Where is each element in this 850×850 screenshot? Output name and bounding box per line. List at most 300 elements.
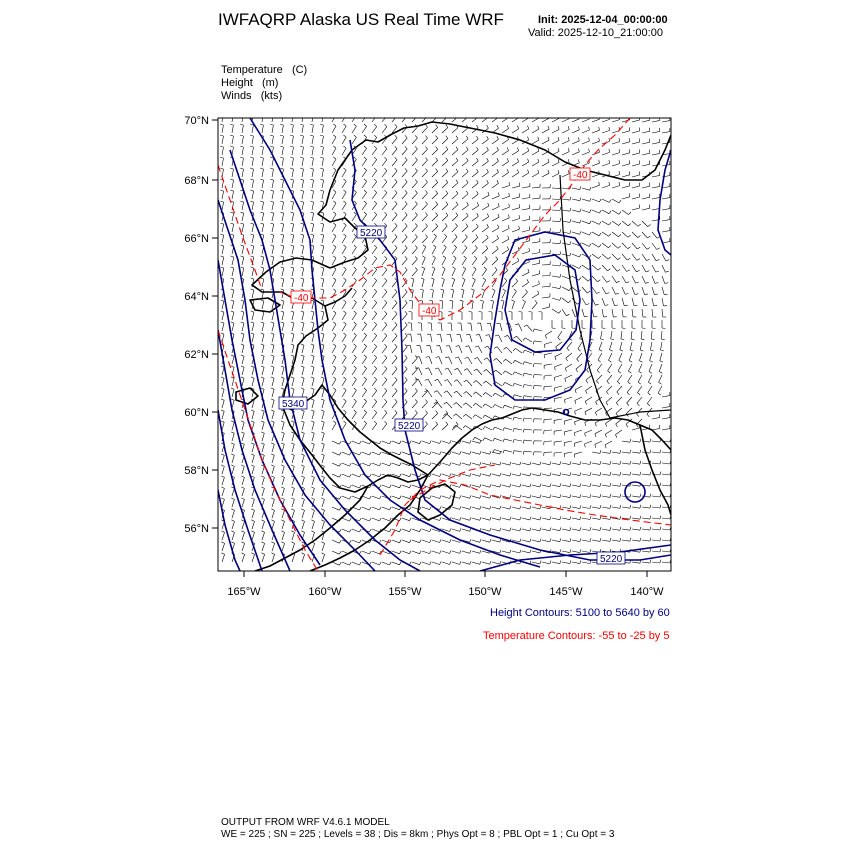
wind-barb <box>402 149 407 155</box>
wind-barb-feather <box>517 159 518 162</box>
wind-barb-feather <box>618 234 621 236</box>
wind-barb <box>372 424 377 430</box>
wind-barb-feather <box>630 450 631 453</box>
wind-barb <box>612 254 618 260</box>
wind-barb-feather <box>426 345 430 346</box>
canada-border <box>560 175 610 418</box>
wind-barb-feather <box>364 311 367 313</box>
wind-barb <box>432 496 440 499</box>
wind-barb-feather <box>528 159 529 162</box>
wind-barb <box>662 551 670 552</box>
wind-barb <box>482 238 488 243</box>
wind-barb-feather <box>488 203 489 206</box>
wind-barb-feather <box>291 454 294 455</box>
wind-barb <box>630 342 632 350</box>
wind-barb <box>282 301 284 309</box>
wind-barb <box>552 232 560 233</box>
wind-barb <box>402 138 407 144</box>
wind-barb-feather <box>560 472 561 475</box>
wind-barb <box>382 281 387 287</box>
wind-barb <box>622 153 630 155</box>
wind-barb-feather <box>640 461 641 464</box>
wind-barb-feather <box>270 168 273 169</box>
wind-barb-feather <box>490 539 491 542</box>
wind-barb-feather <box>496 257 498 260</box>
wind-barb-feather <box>535 300 537 303</box>
wind-barb-feather <box>220 223 223 224</box>
wind-barb <box>282 268 284 276</box>
wind-barb <box>472 540 480 542</box>
wind-barb <box>432 116 438 122</box>
wind-barb <box>522 208 530 210</box>
wind-barb <box>565 375 572 379</box>
wind-barb-feather <box>503 439 504 442</box>
wind-barb <box>632 551 640 552</box>
wind-barb-feather <box>311 498 314 500</box>
wind-barb-feather <box>497 136 499 139</box>
wind-barb-feather <box>446 114 448 117</box>
wind-barb <box>252 191 254 199</box>
wind-barb-feather <box>220 135 223 136</box>
wind-barb <box>439 357 442 364</box>
wind-barb <box>412 138 417 144</box>
wind-barb-feather <box>344 399 347 401</box>
wind-barb-feather <box>527 279 529 282</box>
wind-barb-feather <box>405 267 407 270</box>
wind-barb-feather <box>587 370 589 373</box>
wind-barb-feather <box>395 399 397 402</box>
wind-barb <box>502 239 509 243</box>
wind-barb-feather <box>321 487 324 489</box>
wind-barb-feather <box>369 507 371 510</box>
wind-barb-feather <box>261 234 264 235</box>
wind-barb-feather <box>369 452 371 455</box>
wind-barb <box>362 302 367 309</box>
wind-barb <box>372 281 377 287</box>
wind-barb <box>402 248 407 254</box>
wind-barb-feather <box>436 191 438 194</box>
wind-barb <box>392 303 397 309</box>
wind-barb <box>442 496 450 499</box>
wind-barb <box>392 463 400 466</box>
wind-barb <box>475 437 482 441</box>
wind-barb-feather <box>220 168 223 169</box>
wind-barb-feather <box>650 505 651 508</box>
wind-barb <box>602 185 610 188</box>
wind-barb <box>662 121 670 122</box>
wind-barb-feather <box>405 124 407 127</box>
wind-barb-feather <box>498 203 499 206</box>
wind-barb <box>362 335 367 342</box>
wind-barb <box>442 425 448 431</box>
wind-barb-feather <box>500 561 501 564</box>
wind-barb-feather <box>271 366 274 367</box>
wind-barb-feather <box>436 114 438 117</box>
wind-barb-feather <box>280 190 283 191</box>
wind-barb <box>272 268 274 276</box>
wind-barb <box>452 226 458 232</box>
wind-barb-feather <box>260 212 263 213</box>
wind-barb-feather <box>231 355 234 356</box>
wind-barb <box>262 169 264 177</box>
wind-barb-feather <box>270 201 273 202</box>
wind-barb <box>502 229 509 233</box>
wind-barb-feather <box>463 267 466 269</box>
wind-barb <box>292 345 294 353</box>
wind-barb-feather <box>344 223 347 225</box>
wind-barb-feather <box>620 350 623 351</box>
wind-barb-feather <box>570 472 571 475</box>
wind-barb <box>542 307 550 309</box>
wind-barb <box>362 181 367 188</box>
wind-barb-feather <box>470 462 471 465</box>
wind-barb <box>632 232 638 238</box>
wind-barb <box>222 312 224 320</box>
wind-barb <box>492 463 500 465</box>
wind-barb-feather <box>374 421 377 424</box>
wind-barb <box>392 358 397 364</box>
wind-barb-feather <box>460 528 462 531</box>
wind-barb <box>482 161 488 166</box>
wind-barb <box>515 372 522 375</box>
wind-barb <box>322 400 324 408</box>
wind-barb <box>352 379 356 386</box>
wind-barb <box>272 169 274 177</box>
wind-barb-feather <box>281 256 284 257</box>
wind-barb <box>442 258 446 265</box>
wind-barb-feather <box>456 180 458 183</box>
wind-barb-feather <box>241 267 244 268</box>
wind-barb <box>492 207 499 211</box>
wind-barb-feather <box>513 372 515 375</box>
wind-barb <box>662 265 665 272</box>
wind-barb-feather <box>281 432 284 433</box>
wind-barb-feather <box>400 463 402 466</box>
wind-barb-feather <box>609 182 610 186</box>
wind-barb <box>242 554 245 562</box>
wind-barb <box>242 532 245 540</box>
wind-barb <box>442 290 444 298</box>
wind-barb <box>552 309 559 313</box>
wind-barb-feather <box>432 267 435 269</box>
wind-barb <box>342 192 346 199</box>
wind-barb-feather <box>570 483 571 486</box>
wind-barb-feather <box>610 461 611 464</box>
wind-barb <box>442 562 450 565</box>
wind-barb <box>382 485 390 488</box>
wind-barb-feather <box>498 225 499 228</box>
wind-barb-feather <box>530 506 531 509</box>
wind-barb <box>452 139 458 144</box>
wind-barb-feather <box>364 278 367 280</box>
wind-barb <box>332 379 336 386</box>
wind-barb <box>514 440 522 442</box>
wind-barb-feather <box>627 258 630 260</box>
wind-barb <box>411 334 412 342</box>
lon-label-145: 145°W <box>549 586 583 598</box>
wind-barb <box>222 334 224 342</box>
wind-barb <box>222 235 224 243</box>
wind-barb-feather <box>291 256 294 257</box>
wind-barb <box>642 208 650 210</box>
wind-barb-feather <box>493 427 495 430</box>
wind-barb <box>342 148 346 155</box>
wind-barb <box>466 414 472 419</box>
wind-barb-feather <box>430 452 432 455</box>
wind-barb-feather <box>300 190 303 191</box>
wind-barb <box>292 235 294 243</box>
wind-barb <box>639 364 642 371</box>
wind-barb <box>442 205 448 211</box>
wind-barb <box>292 510 295 518</box>
wind-barb-feather <box>321 300 324 301</box>
wind-barb <box>382 507 390 510</box>
wind-barb-feather <box>385 410 387 413</box>
wind-barb-feather <box>503 450 504 453</box>
wind-barb <box>332 247 336 254</box>
wind-barb-feather <box>650 483 651 486</box>
wind-barb-feather <box>339 452 341 455</box>
wind-barb-feather <box>333 146 336 148</box>
wind-barb-feather <box>220 113 223 114</box>
wind-barb-feather <box>570 208 571 211</box>
wind-barb-feather <box>281 388 284 389</box>
wind-barb <box>372 562 379 565</box>
wind-barb <box>302 477 304 485</box>
wind-barb <box>582 485 590 487</box>
wind-barb <box>402 193 407 199</box>
wind-barb-feather <box>574 443 575 447</box>
wind-barb <box>595 441 602 444</box>
wind-barb <box>502 301 504 309</box>
wind-barb-feather <box>440 473 442 476</box>
wind-barb <box>252 422 254 430</box>
wind-barb <box>642 254 647 261</box>
wind-barb-feather <box>261 355 264 356</box>
wind-barb-feather <box>469 312 473 313</box>
wind-barb-feather <box>354 377 357 379</box>
wind-barb-feather <box>321 432 324 433</box>
wind-barb <box>262 158 264 166</box>
wind-barb-feather <box>638 382 641 384</box>
wind-barb <box>312 158 314 166</box>
wind-barb-feather <box>660 483 661 486</box>
wind-barb <box>662 287 664 295</box>
wind-barb <box>262 279 264 287</box>
wind-barb-feather <box>560 297 562 300</box>
wind-barb <box>302 510 305 518</box>
wind-barb <box>512 129 519 133</box>
wind-barb <box>592 452 600 453</box>
wind-barb-feather <box>301 322 304 323</box>
wind-barb <box>458 357 462 364</box>
wind-barb <box>492 196 499 199</box>
wind-barb-feather <box>359 562 361 565</box>
wind-barb <box>572 474 580 476</box>
wind-barb-feather <box>514 289 517 291</box>
wind-barb <box>282 543 285 551</box>
wind-barb <box>362 390 367 397</box>
wind-barb-feather <box>385 311 387 314</box>
wind-barb-feather <box>466 114 468 117</box>
wind-barb <box>472 496 480 498</box>
wind-barb <box>272 345 274 353</box>
wind-barb-feather <box>390 507 392 510</box>
wind-barb <box>292 268 294 276</box>
wind-barb <box>262 301 264 309</box>
wind-barb <box>632 175 640 177</box>
wind-barb <box>470 334 472 342</box>
wind-barb-feather <box>470 550 471 553</box>
wind-barb <box>342 115 346 122</box>
wind-barb <box>262 444 264 452</box>
wind-barb-feather <box>251 278 254 279</box>
wind-barb-feather <box>500 517 501 520</box>
wind-barb-feather <box>435 368 438 369</box>
wind-barb-feather <box>271 333 274 334</box>
wind-barb-feather <box>595 444 596 447</box>
wind-barb <box>582 210 590 213</box>
wind-barb-feather <box>270 146 273 147</box>
wind-barb <box>612 474 620 475</box>
wind-barb-feather <box>311 388 314 389</box>
wind-barb-feather <box>374 377 377 380</box>
wind-barb <box>372 270 377 276</box>
wind-barb-feather <box>251 509 254 511</box>
wind-barb <box>452 172 458 177</box>
wind-barb-feather <box>605 434 606 437</box>
wind-barb <box>572 199 580 201</box>
wind-barb-feather <box>460 451 462 454</box>
wind-barb-feather <box>570 549 571 552</box>
wind-barb <box>232 521 235 529</box>
wind-barb <box>442 172 448 178</box>
wind-barb-feather <box>463 426 465 429</box>
wind-barb <box>422 507 430 510</box>
wind-barb-feather <box>271 454 274 455</box>
wind-barb <box>282 202 284 210</box>
wind-barb <box>232 400 234 408</box>
wind-barb-feather <box>585 433 586 436</box>
wind-barb <box>512 162 519 166</box>
wind-barb <box>602 507 610 508</box>
wind-barb-feather <box>395 311 397 314</box>
wind-barb-feather <box>477 136 479 139</box>
wind-barb <box>342 335 346 342</box>
wind-barb-feather <box>480 462 481 465</box>
wind-barb <box>522 219 530 221</box>
wind-barb-feather <box>500 506 501 509</box>
wind-barb-feather <box>647 414 649 417</box>
wind-barb-feather <box>430 507 432 510</box>
wind-barb <box>362 148 367 155</box>
wind-barb <box>542 474 550 476</box>
wind-barb-feather <box>619 160 620 164</box>
wind-barb <box>485 404 492 408</box>
wind-barb-feather <box>395 146 397 149</box>
wind-barb-feather <box>359 529 361 532</box>
wind-barb-feather <box>460 300 463 301</box>
wind-barb-feather <box>300 124 303 125</box>
wind-barb <box>631 331 632 339</box>
wind-barb-feather <box>344 410 347 412</box>
wind-barb <box>422 193 428 199</box>
wind-barb <box>432 551 440 554</box>
wind-barb <box>661 331 662 339</box>
wind-barb <box>562 141 569 144</box>
wind-barb-feather <box>415 234 417 237</box>
wind-barb <box>242 312 244 320</box>
wind-barb <box>612 529 620 530</box>
wind-barb <box>362 357 367 364</box>
wind-barb <box>448 368 452 375</box>
wind-barb <box>622 232 628 237</box>
wind-barb-feather <box>431 278 434 279</box>
wind-barb-feather <box>369 496 371 499</box>
wind-barb <box>382 358 387 364</box>
wind-barb <box>332 463 339 466</box>
wind-barb-feather <box>568 148 569 151</box>
wind-barb-feather <box>446 158 448 161</box>
wind-barb-feather <box>231 234 234 235</box>
wind-barb <box>532 151 539 155</box>
wind-barb-feather <box>420 474 422 477</box>
wind-barb-feather <box>300 168 303 169</box>
wind-barb-feather <box>465 357 468 358</box>
wind-barb-feather <box>281 498 284 500</box>
wind-barb <box>652 428 660 430</box>
wind-barb-feather <box>570 527 571 530</box>
wind-barb-feather <box>310 201 313 202</box>
wind-barb-feather <box>333 245 336 247</box>
wind-barb-feather <box>349 518 351 521</box>
wind-barb <box>392 248 397 254</box>
wind-barb <box>552 298 560 300</box>
wind-barb-feather <box>231 388 234 389</box>
wind-barb-feather <box>379 507 381 510</box>
wind-barb-feather <box>500 495 501 498</box>
wind-barb-feather <box>533 341 534 344</box>
wind-barb <box>392 292 397 298</box>
wind-barb-feather <box>660 494 661 497</box>
wind-barb <box>392 496 400 499</box>
wind-barb-feather <box>261 520 264 522</box>
wind-barb-feather <box>515 324 518 325</box>
wind-barb-feather <box>369 463 371 466</box>
wind-barb <box>567 342 572 348</box>
wind-barb <box>532 263 540 265</box>
wind-barb-feather <box>446 169 448 172</box>
wind-barb <box>382 424 387 430</box>
wind-barb-feather <box>460 550 462 553</box>
wind-barb-feather <box>444 391 447 393</box>
wind-barb <box>472 301 473 309</box>
wind-barb <box>566 353 572 358</box>
wind-barb-feather <box>301 256 304 257</box>
wind-barb-feather <box>241 256 244 257</box>
wind-barb-feather <box>261 443 264 444</box>
wind-barb <box>222 466 224 474</box>
wind-barb <box>522 485 530 487</box>
wind-barb <box>412 290 413 298</box>
wind-barb <box>462 227 468 233</box>
wind-barb-feather <box>618 258 621 260</box>
wind-barb <box>599 342 602 350</box>
wind-barb-feather <box>474 381 477 383</box>
wind-barb-feather <box>497 180 499 183</box>
wind-barb-feather <box>420 441 422 444</box>
wind-barb-feather <box>374 179 377 182</box>
